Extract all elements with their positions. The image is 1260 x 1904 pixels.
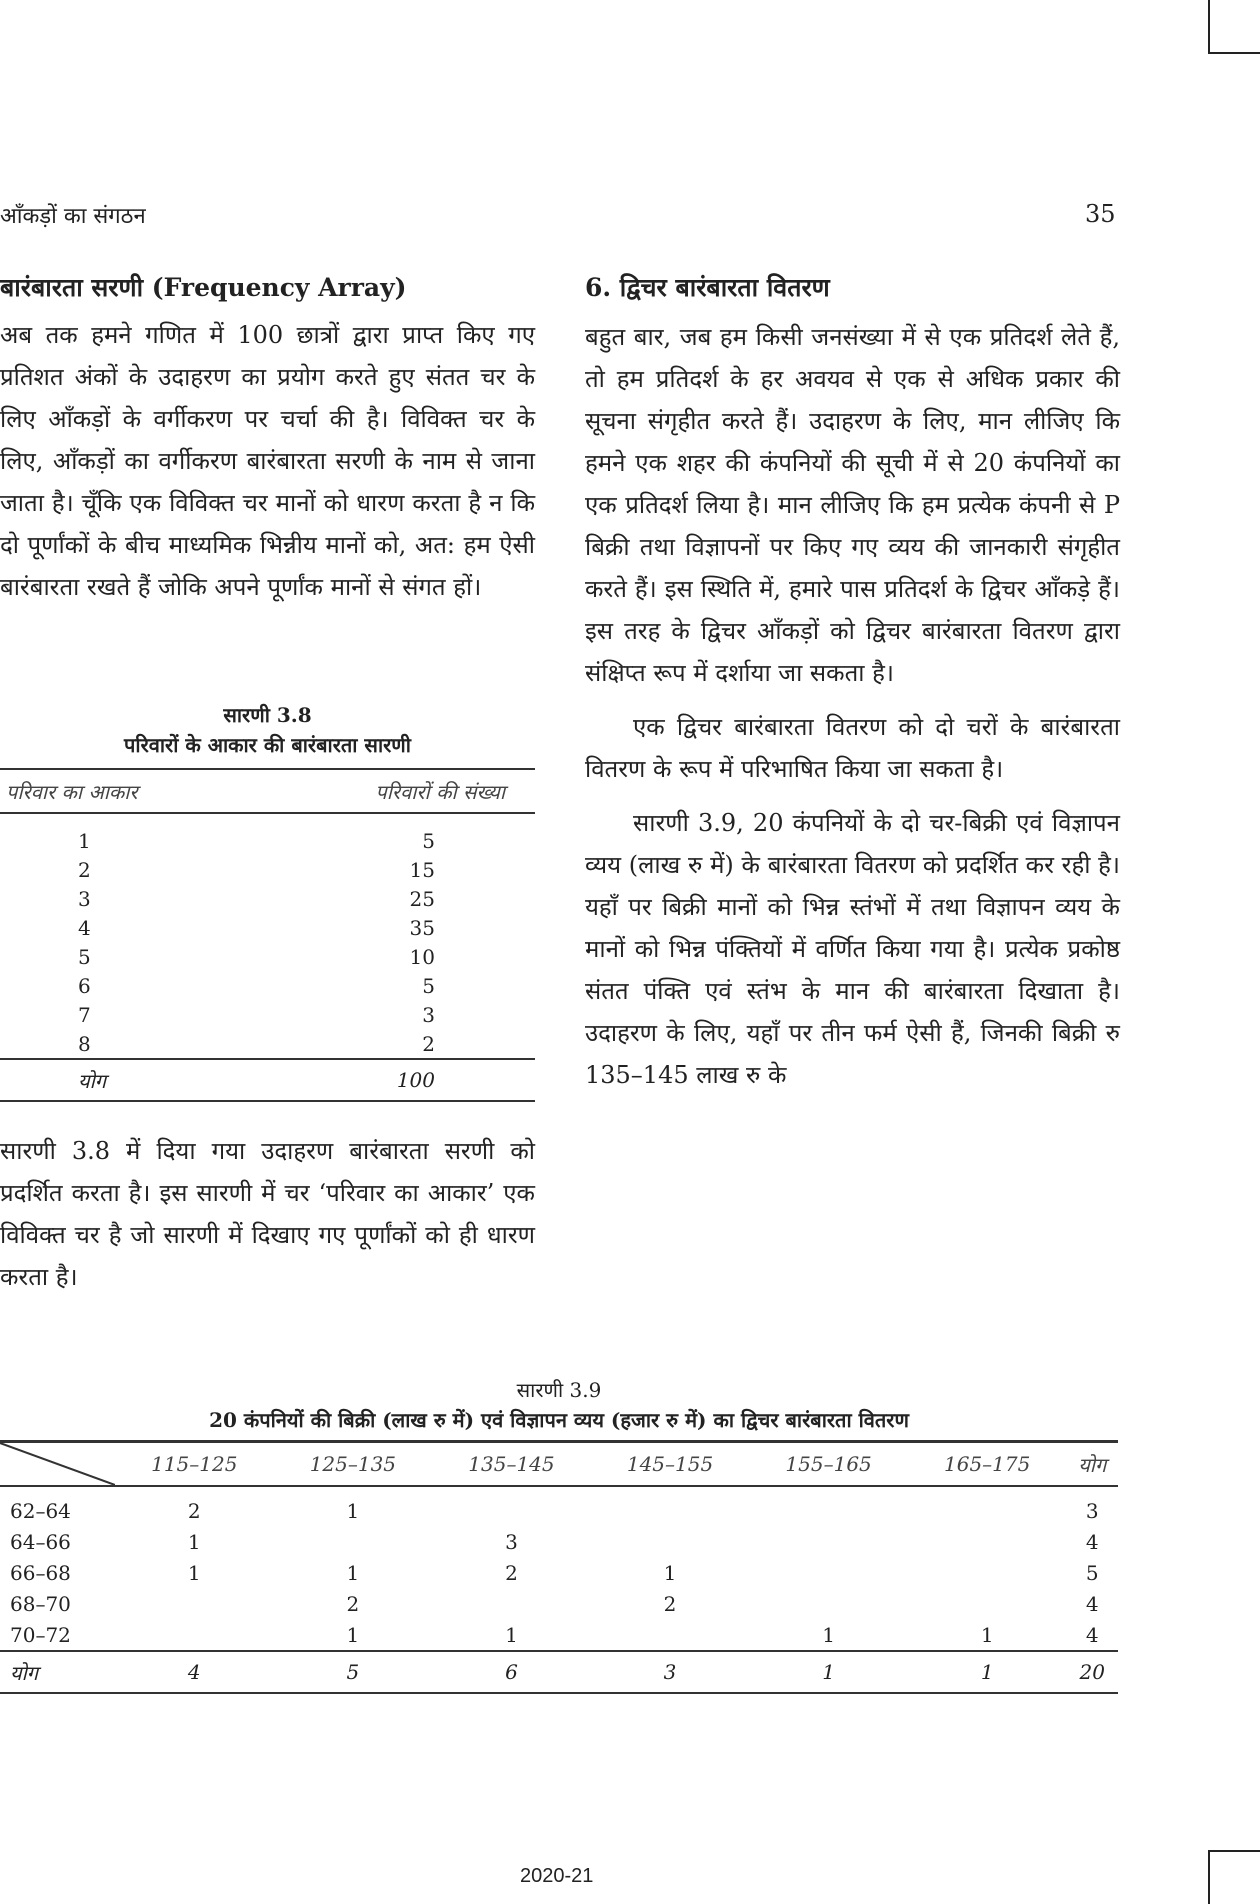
total-label: योग — [0, 1059, 248, 1101]
table-row: 1 5 — [78, 828, 435, 853]
table-3-8-title: परिवारों के आकार की बारंबारता सारणी — [124, 733, 411, 757]
table-3-8-label: सारणी 3.8 — [223, 703, 312, 727]
diagonal-corner-line — [0, 1443, 115, 1485]
running-head: आँकड़ों का संगठन — [0, 204, 146, 229]
family-size-header: परिवार का आकार — [6, 779, 138, 804]
table-row: 66–68 1 1 2 1 5 — [10, 1560, 1099, 1585]
table-total-row: योग 4 5 6 3 1 1 20 — [0, 1651, 1118, 1693]
page-number: 35 — [1085, 200, 1116, 228]
left-paragraph-1: अब तक हमने गणित में 100 छात्रों द्वारा प्राप्त किए गए प्रतिशत अंकों के उदाहरण का प्रयोग करते हुए संतत चर के लिए आँकड़ों के वर्गीकरण पर चर्चा की है। विविक्त चर के लिए, आँकड़ों का वर्गीकरण बारंबारता सरणी के नाम से जाना जाता है। चूँकि एक विविक्त चर मानों को धारण करता है न कि दो पूर्णांकों के बीच माध्यमिक भिन्नीय मानों को, अत: हम ऐसी बारंबारता रखते हैं जोकि अपने पूर्णांक मानों से संगत हों। — [0, 321, 535, 601]
table-row: 7 3 — [78, 1002, 435, 1027]
column-header: 135–145 — [432, 1442, 591, 1487]
left-column-lower — [0, 1130, 535, 1298]
table-corner-cell — [0, 1442, 115, 1487]
table-3-9-caption — [0, 1375, 1118, 1435]
family-count-header: परिवारों की संख्या — [375, 779, 505, 804]
frequency-array-heading: बारंबारता सरणी (Frequency Array) — [0, 273, 407, 302]
right-paragraph-3: सारणी 3.9, 20 कंपनियों के दो चर-बिक्री एवं विज्ञापन व्यय (लाख रु में) के बारंबारता वितरण को प्रदर्शित कर रही है। यहाँ पर बिक्री मानों को भिन्न स्तंभों में तथा विज्ञापन व्यय के मानों को भिन्न पंक्तियों में वर्णित किया गया है। प्रत्येक प्रकोष्ठ संतत पंक्ति एवं स्तंभ के मान की बारंबारता दिखाता है। उदाहरण के लिए, यहाँ पर तीन फर्म ऐसी हैं, जिनकी बिक्री रु 135–145 लाख रु के — [585, 809, 1120, 1089]
table-row: 70–72 1 1 1 1 4 — [10, 1622, 1099, 1647]
total-value: 100 — [248, 1059, 535, 1101]
bivariate-heading: 6. द्विचर बारंबारता वितरण — [585, 273, 830, 302]
column-header: 165–175 — [908, 1442, 1067, 1487]
family-size-table — [0, 768, 535, 1102]
column-header: 145–155 — [591, 1442, 750, 1487]
table-row: 6 5 — [78, 973, 435, 998]
right-paragraph-2: एक द्विचर बारंबारता वितरण को दो चरों के बारंबारता वितरण के रूप में परिभाषित किया जा सकता है। — [585, 713, 1120, 783]
table-row: 68–70 2 2 4 — [10, 1591, 1099, 1616]
crop-mark-bottom — [1208, 1850, 1260, 1904]
table-3-9-title: 20 कंपनियों की बिक्री (लाख रु में) एवं विज्ञापन व्यय (हजार रु में) का द्विचर बारंबारता वितरण — [209, 1408, 909, 1432]
table-row: 3 25 — [78, 886, 435, 911]
table-row: 62–64 2 1 3 — [10, 1498, 1099, 1523]
footer-year: 2020-21 — [520, 1865, 594, 1887]
table-total-row — [0, 1059, 535, 1101]
table-row: 5 10 — [78, 944, 435, 969]
table-row: 8 2 — [78, 1031, 435, 1056]
table-row: 64–66 1 3 4 — [10, 1529, 1099, 1554]
table-3-8-caption — [0, 700, 535, 760]
table-3-9-label: सारणी 3.9 — [516, 1378, 602, 1402]
right-paragraph-1: बहुत बार, जब हम किसी जनसंख्या में से एक प्रतिदर्श लेते हैं, तो हम प्रतिदर्श के हर अवयव से एक से अधिक प्रकार की सूचना संगृहीत करते हैं। उदाहरण के लिए, मान लीजिए कि हमने एक शहर की कंपनियों की सूची में से 20 कंपनियों का एक प्रतिदर्श लिया है। मान लीजिए कि हम प्रत्येक कंपनी से P बिक्री तथा विज्ञापनों पर किए गए व्यय की जानकारी संगृहीत करते हैं। इस स्थिति में, हमारे पास प्रतिदर्श के द्विचर आँकड़े हैं। इस तरह के द्विचर आँकड़ों को द्विचर बारंबारता वितरण द्वारा संक्षिप्त रूप में दर्शाया जा सकता है। — [585, 323, 1120, 687]
left-paragraph-2: सारणी 3.8 में दिया गया उदाहरण बारंबारता सरणी को प्रदर्शित करता है। इस सारणी में चर ‘परिवार का आकार’ एक विविक्त चर है जो सारणी में दिखाए गए पूर्णांकों को ही धारण करता है। — [0, 1137, 535, 1291]
right-column — [585, 268, 1120, 1096]
table-row: 2 15 — [78, 857, 435, 882]
column-header-total: योग — [1066, 1442, 1118, 1487]
column-header: 155–165 — [749, 1442, 908, 1487]
left-column — [0, 268, 535, 608]
column-header: 125–135 — [274, 1442, 433, 1487]
bivariate-frequency-table — [0, 1440, 1118, 1694]
crop-mark-top — [1208, 0, 1260, 54]
column-header: 115–125 — [115, 1442, 274, 1487]
table-row: 4 35 — [78, 915, 435, 940]
